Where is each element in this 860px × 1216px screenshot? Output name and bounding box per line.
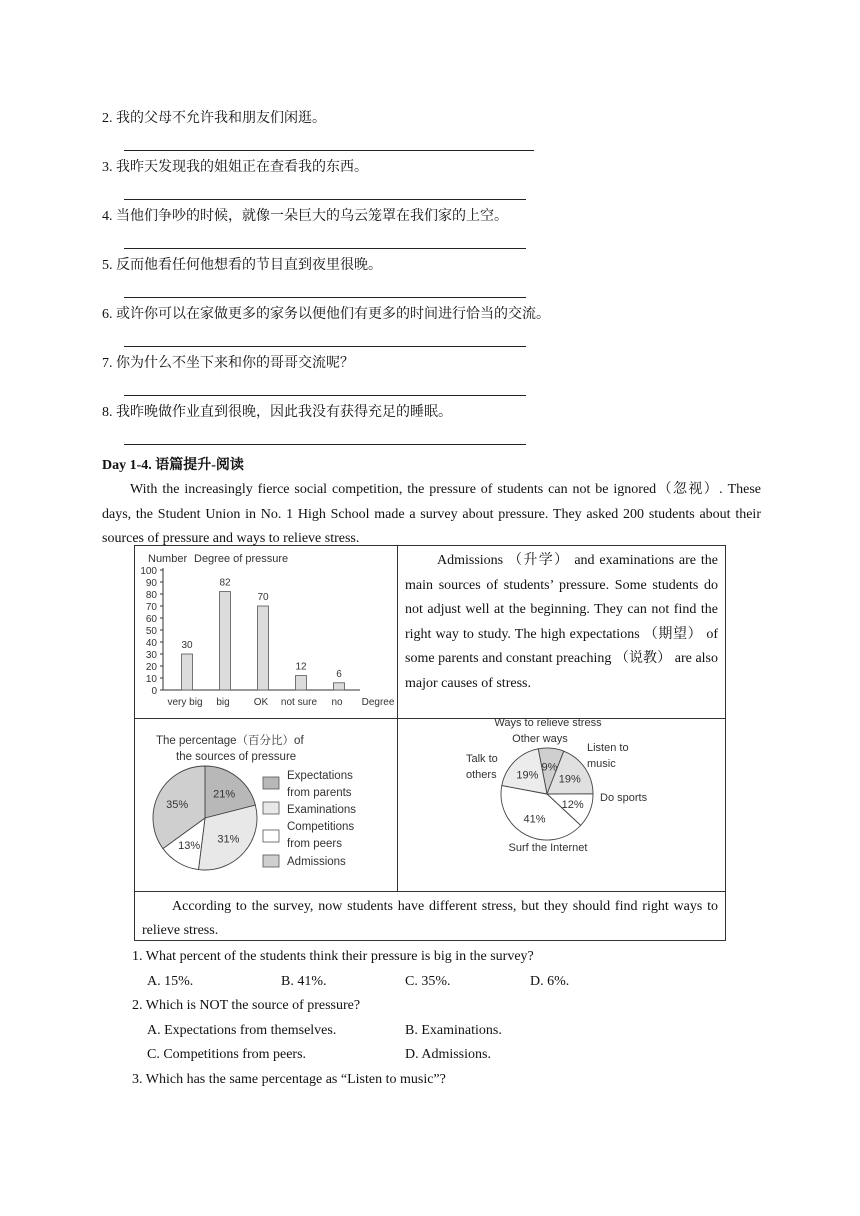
section-heading: Day 1-4. 语篇提升-阅读 <box>102 458 244 473</box>
pie2-slice-label: 12% <box>561 799 584 812</box>
pie2-category-label: Surf the Internet <box>508 842 588 854</box>
pie1-slice-label: 35% <box>166 798 189 811</box>
legend-label: from peers <box>287 838 342 850</box>
pie2-slice-label: 9% <box>541 761 558 774</box>
legend-label: Examinations <box>287 804 357 816</box>
bar <box>258 606 269 690</box>
bar-value-label: 70 <box>257 592 269 603</box>
pie1-title: The percentage（百分比）of <box>156 735 304 747</box>
pie2-category-label: Talk to <box>466 753 498 765</box>
q1-option-a[interactable]: A. 15%. <box>147 974 194 989</box>
pie2-category-label: others <box>466 769 497 781</box>
pie1-slice-label: 31% <box>217 833 240 846</box>
x-tick-label: big <box>216 697 230 708</box>
sentence-4: 4. 当他们争吵的时候，就像一朵巨大的乌云笼罩在我们家的上空。 <box>102 209 508 224</box>
question-3-stem: 3. Which has the same percentage as “Listen to music”? <box>132 1072 446 1087</box>
q1-option-d[interactable]: D. 6%. <box>530 974 570 989</box>
q2-option-c[interactable]: C. Competitions from peers. <box>147 1047 307 1062</box>
q1-option-c[interactable]: C. 35%. <box>405 974 451 989</box>
x-tick-label: not sure <box>280 697 318 708</box>
pie2-category-label: Listen to <box>587 742 629 754</box>
bar-value-label: 30 <box>181 640 193 651</box>
sentence-3: 3. 我昨天发现我的姐姐正在查看我的东西。 <box>102 160 368 175</box>
pie1-title: the sources of pressure <box>176 751 297 763</box>
x-tick-label: OK <box>253 697 269 708</box>
pie2-slice-label: 19% <box>558 773 581 786</box>
q1-option-b[interactable]: B. 41%. <box>281 974 327 989</box>
bar <box>296 676 307 690</box>
y-tick-label: 80 <box>145 590 157 601</box>
bar <box>334 683 345 690</box>
pie2-title: Ways to relieve stress <box>494 717 602 729</box>
chart-title: Degree of pressure <box>194 553 289 565</box>
legend-swatch <box>263 830 279 842</box>
q2-option-d[interactable]: D. Admissions. <box>405 1047 491 1062</box>
legend-swatch <box>263 777 279 789</box>
y-tick-label: 10 <box>145 674 157 685</box>
intro-paragraph: With the increasingly fierce social competition, the pressure of students can not be ignored（忽视）. These days, the Student Union in No. 1 High School made a survey about pressure. They asked 200 students about their sources of pressure and ways to relieve stress. <box>102 482 761 546</box>
table-cell-text: Admissions （升学） and examinations are the main sources of students’ pressure. Some students do not adjust well at the beginning. They can not find the right way to study. The high expectations （期望） of some parents and constant preaching （说教） are also major causes of stress. <box>405 553 718 691</box>
y-tick-label: 0 <box>151 686 157 697</box>
pie2-slice-label: 41% <box>523 813 546 826</box>
pie-chart-sources-of-pressure <box>153 733 356 870</box>
y-tick-label: 70 <box>145 602 157 613</box>
sentence-5: 5. 反而他看任何他想看的节目直到夜里很晚。 <box>102 258 382 273</box>
sentence-2: 2. 我的父母不允许我和朋友们闲逛。 <box>102 111 326 126</box>
pie2-category-label: Do sports <box>600 792 648 804</box>
question-1-stem: 1. What percent of the students think their pressure is big in the survey? <box>132 949 534 964</box>
bar-value-label: 12 <box>295 661 307 673</box>
y-tick-label: 60 <box>145 614 157 625</box>
legend-swatch <box>263 802 279 814</box>
pie1-slice-label: 21% <box>213 788 236 801</box>
bar-chart-degree-of-pressure <box>140 553 395 708</box>
survey-conclusion: According to the survey, now students have different stress, but they should find right ways to relieve stress. <box>142 899 718 938</box>
pie-chart-ways-to-relieve-stress <box>466 717 648 854</box>
pie2-category-label: music <box>587 758 616 770</box>
legend-swatch <box>263 855 279 867</box>
bar <box>220 592 231 690</box>
y-tick-label: 100 <box>140 566 157 577</box>
x-tick-label: no <box>331 697 343 708</box>
legend-label: Admissions <box>287 856 346 868</box>
sentence-8: 8. 我昨晚做作业直到很晚，因此我没有获得充足的睡眠。 <box>102 405 452 420</box>
y-tick-label: 50 <box>145 626 157 637</box>
question-2-stem: 2. Which is NOT the source of pressure? <box>132 998 361 1013</box>
q2-option-b[interactable]: B. Examinations. <box>405 1023 502 1038</box>
y-tick-label: 30 <box>145 650 157 661</box>
y-tick-label: 40 <box>145 638 157 649</box>
pie2-slice-label: 19% <box>516 769 539 782</box>
bar-value-label: 82 <box>219 577 231 589</box>
pie2-category-label: Other ways <box>512 733 568 745</box>
y-axis-label: Number <box>148 553 188 565</box>
sentence-6: 6. 或许你可以在家做更多的家务以便他们有更多的时间进行恰当的交流。 <box>102 307 550 322</box>
pie1-slice-label: 13% <box>178 839 201 852</box>
legend-label: from parents <box>287 787 352 799</box>
y-tick-label: 90 <box>145 578 157 589</box>
bar-value-label: 6 <box>336 668 342 680</box>
y-tick-label: 20 <box>145 662 157 673</box>
bar <box>182 654 193 690</box>
sentence-7: 7. 你为什么不坐下来和你的哥哥交流呢？ <box>102 356 354 371</box>
legend-label: Expectations <box>287 770 353 782</box>
x-axis-label: Degree <box>361 697 395 708</box>
x-tick-label: very big <box>167 697 203 708</box>
q2-option-a[interactable]: A. Expectations from themselves. <box>147 1023 337 1038</box>
legend-label: Competitions <box>287 821 355 833</box>
